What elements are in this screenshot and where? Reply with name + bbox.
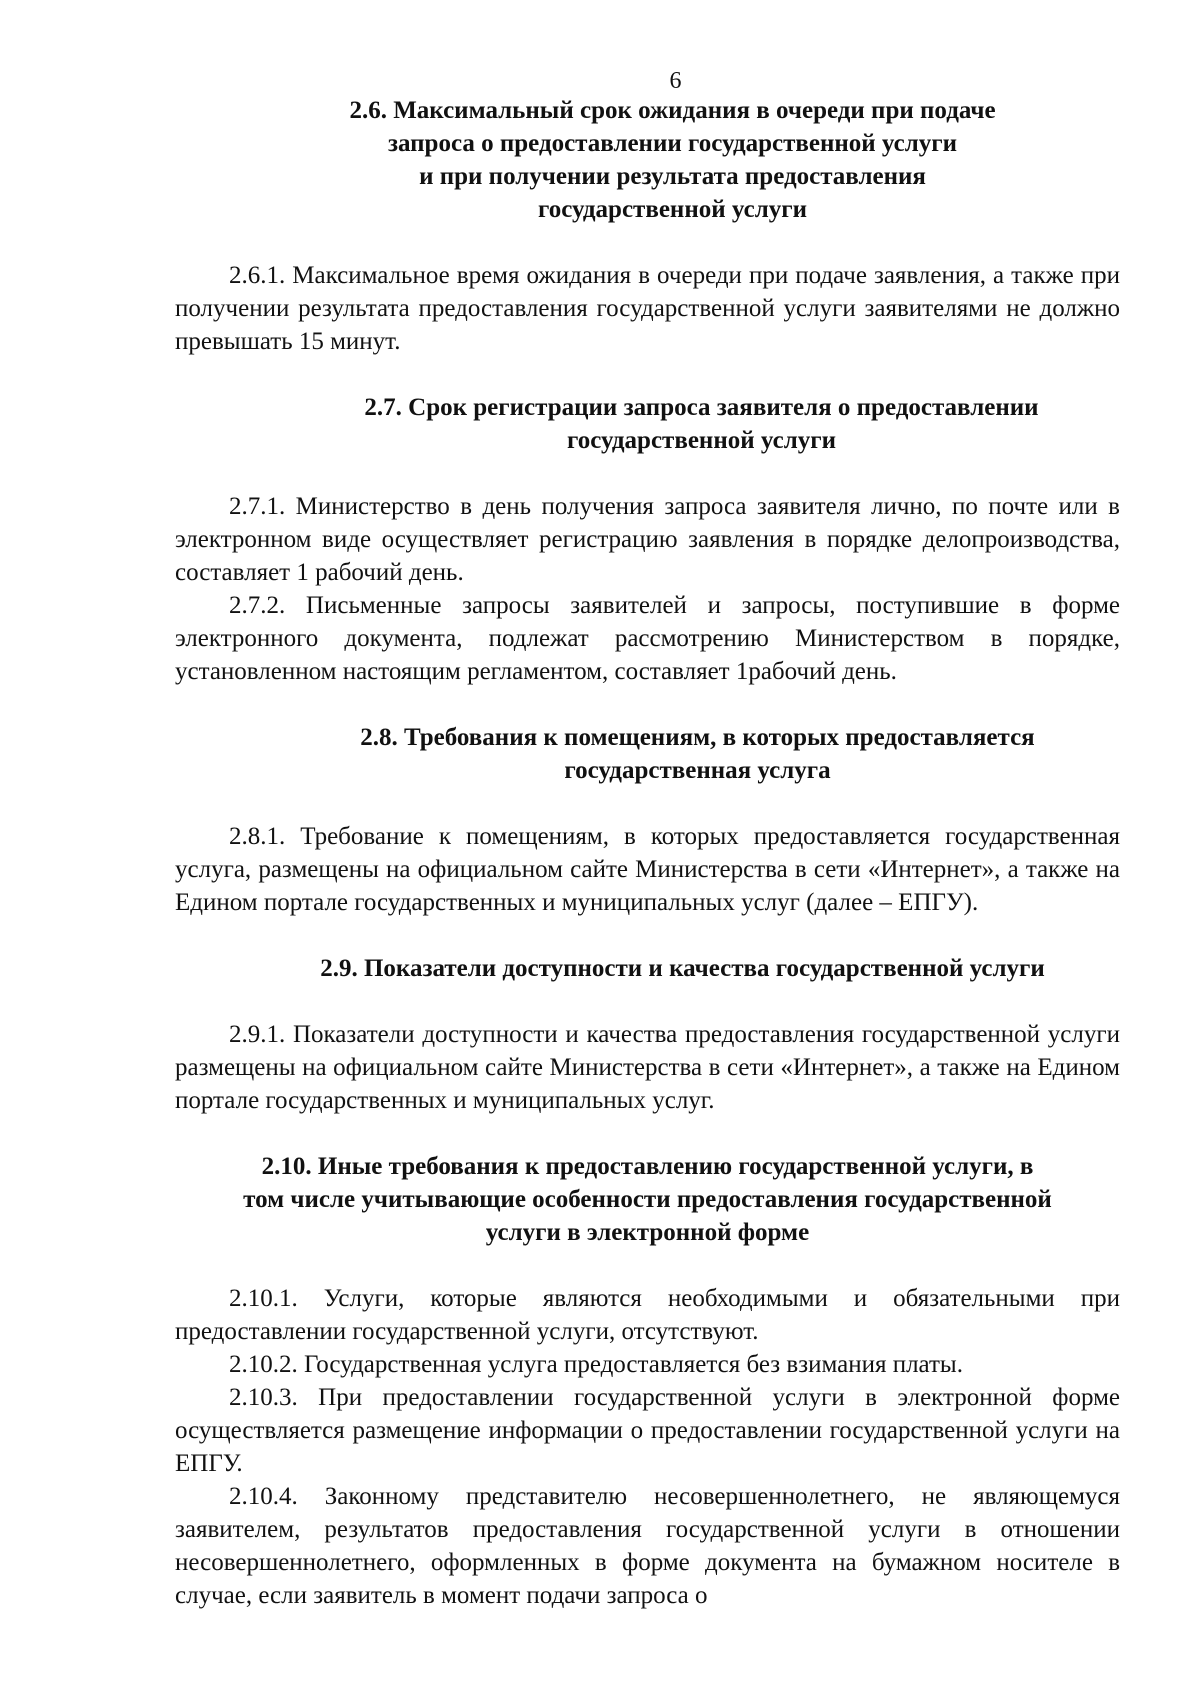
paragraph-2-9-1: 2.9.1. Показатели доступности и качества предоставления государственной услуги размещены на официальном сайте Министерства в сети «Интернет», а также на Едином портале государственных и муниципальных услуг. — [175, 1021, 1120, 1114]
heading-line: государственной услуги — [537, 196, 808, 223]
spacer — [175, 358, 1120, 391]
heading-line: услуги в электронной форме — [485, 1219, 810, 1246]
section-heading-2-6 — [225, 94, 1120, 226]
heading-line: 2.8. Требования к помещениям, в которых предоставляется — [360, 724, 1035, 751]
heading-line: том числе учитывающие особенности предоставления государственной — [243, 1186, 1052, 1213]
paragraph-2-10-3: 2.10.3. При предоставлении государственной услуги в электронной форме осуществляется размещение информации о предоставлении государственной услуги на ЕПГУ. — [175, 1384, 1120, 1477]
heading-line: 2.6. Максимальный срок ожидания в очереди при подаче — [349, 97, 996, 124]
heading-line: государственной услуги — [566, 427, 837, 454]
spacer — [175, 1249, 1120, 1282]
paragraph-2-6-1: 2.6.1. Максимальное время ожидания в очереди при подаче заявления, а также при получении результата предоставления государственной услуги заявителями не должно превышать 15 минут. — [175, 262, 1120, 355]
paragraph-2-8-1: 2.8.1. Требование к помещениям, в которых предоставляется государственная услуга, размещены на официальном сайте Министерства в сети «Интернет», а также на Едином портале государственных и муниципальных услуг (далее – ЕПГУ). — [175, 823, 1120, 916]
heading-line: государственная услуга — [564, 757, 831, 784]
heading-line: 2.7. Срок регистрации запроса заявителя о предоставлении — [364, 394, 1039, 421]
spacer — [175, 919, 1120, 952]
section-heading-2-9 — [245, 952, 1120, 985]
paragraph-2-10-1: 2.10.1. Услуги, которые являются необходимыми и обязательными при предоставлении государственной услуги, отсутствуют. — [175, 1285, 1120, 1345]
paragraph-2-10-2: 2.10.2. Государственная услуга предоставляется без взимания платы. — [229, 1351, 963, 1378]
spacer — [175, 688, 1120, 721]
spacer — [175, 457, 1120, 490]
section-heading-2-8 — [275, 721, 1120, 787]
spacer — [175, 787, 1120, 820]
paragraph-2-10-4: 2.10.4. Законному представителю несовершеннолетнего, не являющемуся заявителем, результатов предоставления государственной услуги в отношении несовершеннолетнего, оформленных в форме документа на бумажном носителе в случае, если заявитель в момент подачи запроса о — [175, 1483, 1120, 1609]
spacer — [175, 226, 1120, 259]
section-heading-2-7 — [283, 391, 1120, 457]
heading-line: и при получении результата предоставления — [419, 163, 926, 190]
spacer — [175, 1117, 1120, 1150]
page-number: 6 — [669, 68, 682, 94]
paragraph-2-7-2: 2.7.2. Письменные запросы заявителей и запросы, поступившие в форме электронного документа, подлежат рассмотрению Министерством в порядке, установленном настоящим регламентом, составляет 1рабочий день. — [175, 592, 1120, 685]
section-heading-2-10 — [175, 1150, 1120, 1249]
heading-line: 2.9. Показатели доступности и качества государственной услуги — [320, 955, 1045, 982]
heading-line: запроса о предоставлении государственной услуги — [387, 130, 958, 157]
spacer — [175, 985, 1120, 1018]
document-page — [175, 66, 1120, 1612]
paragraph-2-7-1: 2.7.1. Министерство в день получения запроса заявителя лично, по почте или в электронном виде осуществляет регистрацию заявления в порядке делопроизводства, составляет 1 рабочий день. — [175, 493, 1120, 586]
heading-line: 2.10. Иные требования к предоставлению государственной услуги, в — [261, 1153, 1034, 1180]
